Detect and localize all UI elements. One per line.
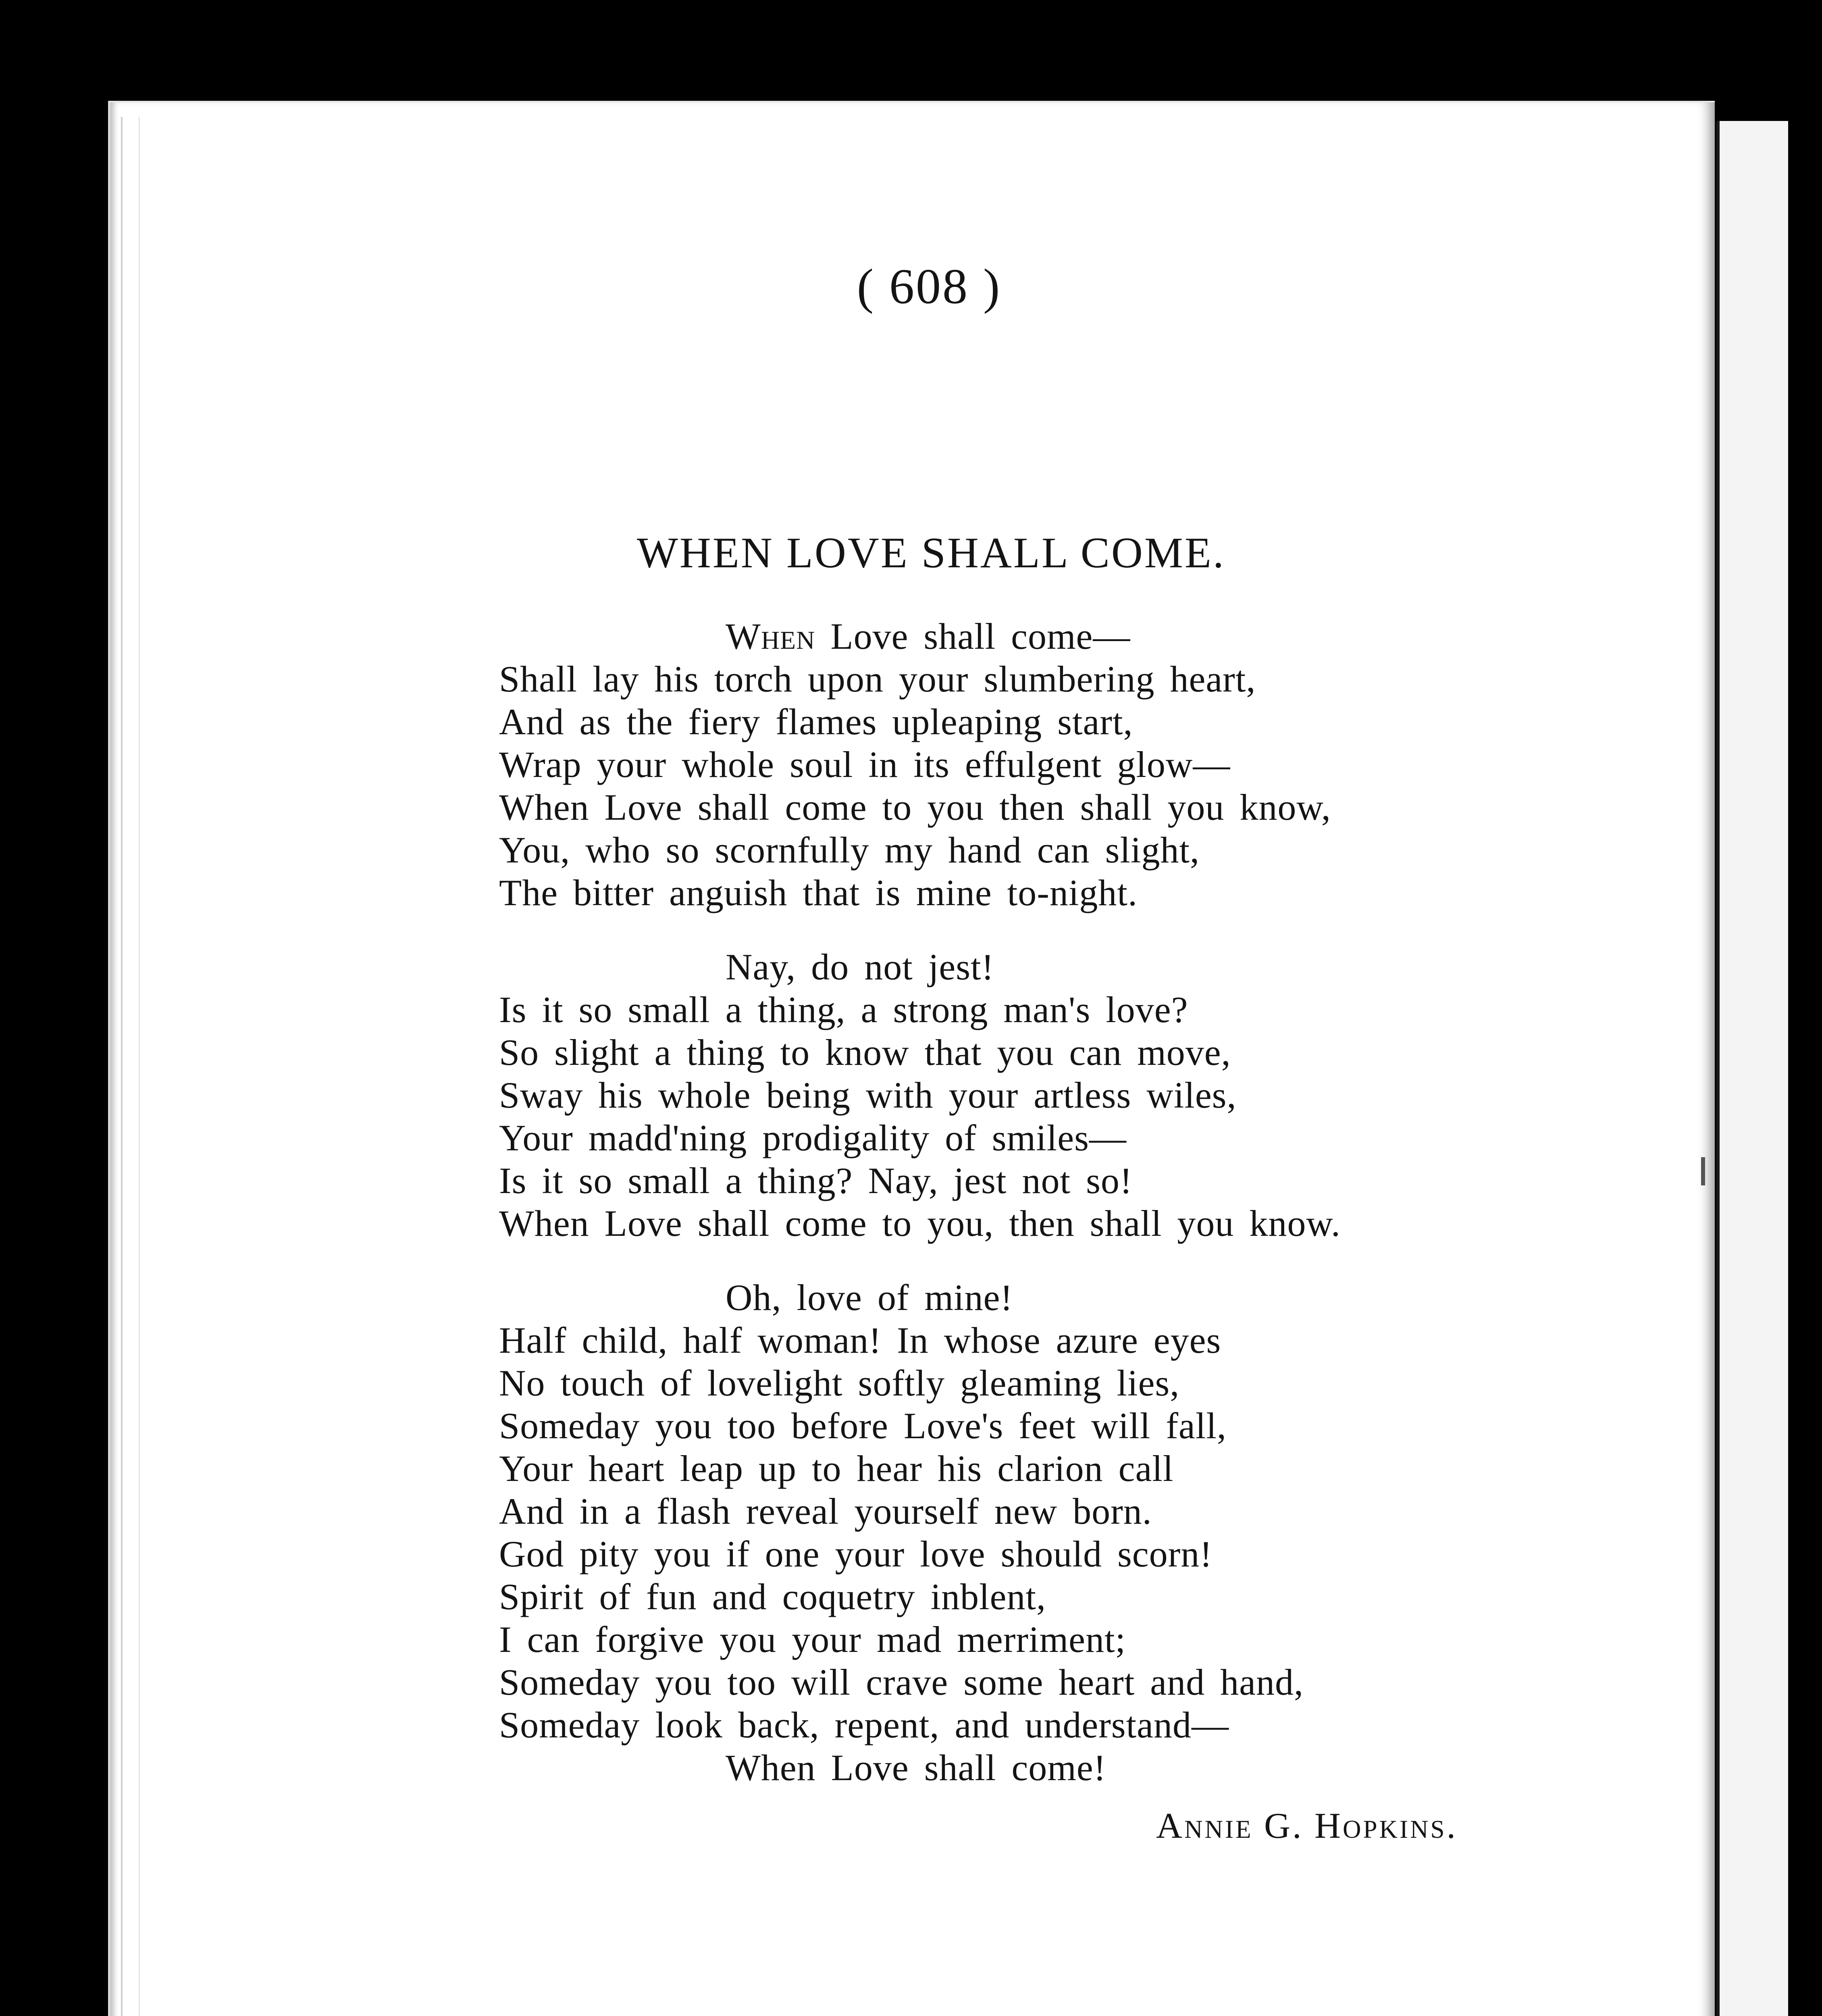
stanza-line: And as the fiery flames upleaping start, <box>499 701 1133 742</box>
stanza-line: Spirit of fun and coquetry inblent, <box>499 1576 1046 1617</box>
stanza-line: Oh, love of mine! <box>726 1277 1013 1318</box>
stanza-line: The bitter anguish that is mine to-night. <box>499 872 1138 913</box>
first-line-rest: Love shall come— <box>815 616 1131 657</box>
stanza-line: Your madd'ning prodigality of smiles— <box>499 1117 1127 1158</box>
stanza-line: You, who so scornfully my hand can slight, <box>499 829 1200 871</box>
stanza-1 <box>499 615 1466 914</box>
stanza-line: When Love shall come! <box>726 1747 1107 1788</box>
stanza-line: Wrap your whole soul in its effulgent glow— <box>499 744 1231 785</box>
drop-word: When <box>726 616 815 657</box>
stanza-line: Sway his whole being with your artless wiles, <box>499 1075 1237 1116</box>
stanza-line: When Love shall come to you then shall you know, <box>499 787 1331 828</box>
author-signature: Annie G. Hopkins. <box>1156 1806 1458 1846</box>
stanza-line: Half child, half woman! In whose azure eyes <box>499 1320 1221 1361</box>
stanza-2 <box>499 946 1466 1245</box>
stanza-3 <box>499 1276 1466 1789</box>
stanza-line: Is it so small a thing? Nay, jest not so! <box>499 1160 1133 1201</box>
stanza-line: Someday you too before Love's feet will fall, <box>499 1405 1227 1446</box>
stanza-line: Nay, do not jest! <box>726 946 994 987</box>
stanza-line: Someday look back, repent, and understand— <box>499 1704 1229 1745</box>
stanza-line: No touch of lovelight softly gleaming lies, <box>499 1362 1180 1404</box>
page-edge-left <box>121 117 140 2016</box>
stanza-line: Shall lay his torch upon your slumbering heart, <box>499 658 1256 700</box>
stanza-line: I can forgive you your mad merriment; <box>499 1619 1126 1660</box>
stanza-line: Is it so small a thing, a strong man's love? <box>499 989 1188 1030</box>
facing-page-edge <box>1716 121 1788 2016</box>
stanza-line: Someday you too will crave some heart and hand, <box>499 1662 1304 1703</box>
page-number: ( 608 ) <box>857 259 1002 314</box>
stanza-line: God pity you if one your love should scorn! <box>499 1533 1213 1574</box>
stanza-line: So slight a thing to know that you can move, <box>499 1032 1231 1073</box>
stanza-line: And in a flash reveal yourself new born. <box>499 1491 1152 1532</box>
scan-speck <box>1701 1157 1705 1185</box>
stanza-line: Your heart leap up to hear his clarion call <box>499 1448 1174 1489</box>
stanza-line: When Love shall come to you, then shall you know. <box>499 1203 1341 1244</box>
stanza-line <box>499 615 1466 658</box>
poem-title: WHEN LOVE SHALL COME. <box>637 529 1225 577</box>
